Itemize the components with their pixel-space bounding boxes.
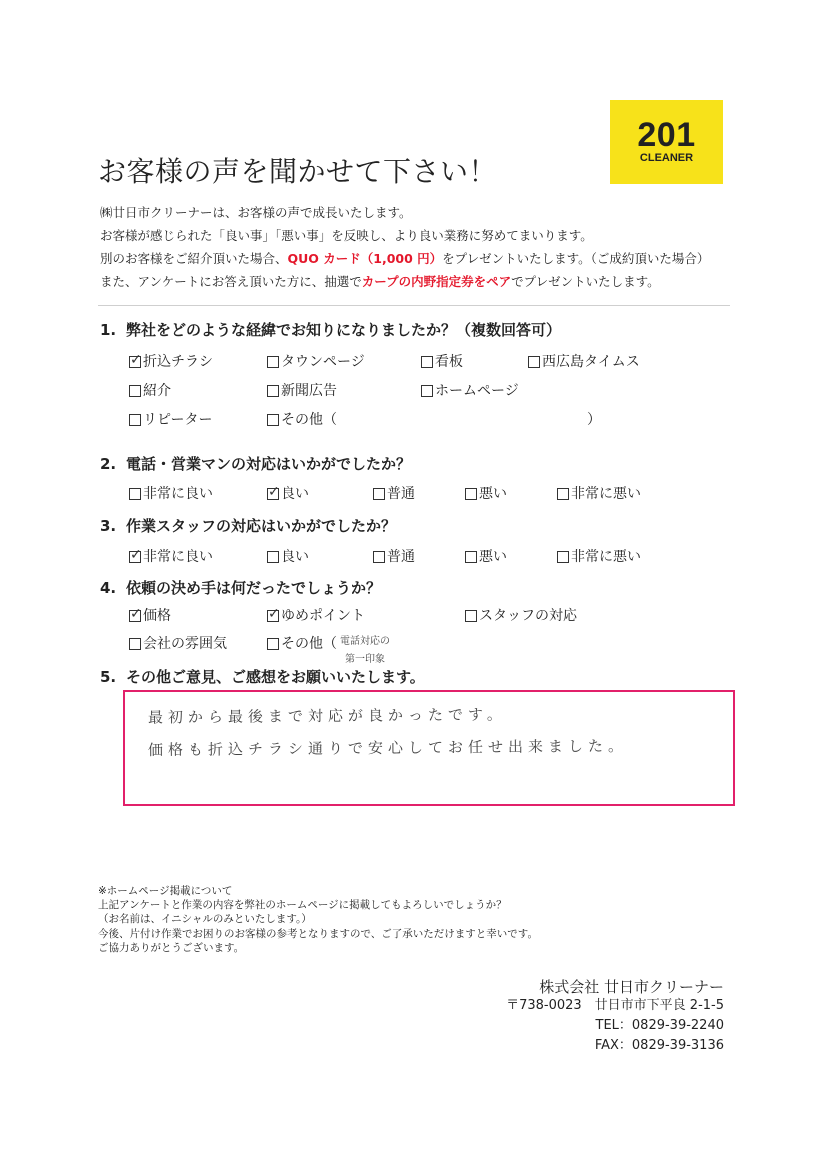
q4-option-price[interactable]: [129, 607, 171, 625]
checkbox-checked[interactable]: [129, 610, 141, 622]
q1-other-close-paren: ）: [587, 412, 601, 428]
checkbox-checked[interactable]: [129, 551, 141, 563]
q1-option-label: 新聞広告: [281, 383, 337, 399]
logo-number: 201: [637, 116, 696, 154]
homepage-note-thanks: ご協力ありがとうございます。: [98, 942, 245, 954]
question-5-number: 5.: [100, 668, 117, 686]
q1-option-newspaper[interactable]: [267, 382, 337, 400]
question-2-text: 電話・営業マンの対応はいかがでしたか？: [126, 455, 412, 473]
q4-option-label: スタッフの対応: [479, 608, 577, 624]
q2-option-bad[interactable]: [465, 485, 507, 503]
q3-option-label: 良い: [281, 549, 309, 565]
checkbox-checked[interactable]: [267, 610, 279, 622]
q1-option-nishihiroshima-times[interactable]: [528, 353, 640, 371]
question-5: [100, 667, 425, 687]
q4-other-handwritten-1: 電話対応の: [340, 636, 390, 647]
q4-other-handwritten-2: 第一印象: [345, 654, 385, 665]
checkbox[interactable]: [267, 385, 279, 397]
question-5-text: その他ご意見、ご感想をお願いいたします。: [126, 668, 425, 686]
intro-line-4: [100, 274, 660, 290]
question-4: [100, 578, 381, 598]
checkbox[interactable]: [528, 356, 540, 368]
checkbox[interactable]: [373, 551, 385, 563]
checkbox[interactable]: [465, 551, 477, 563]
checkbox[interactable]: [465, 488, 477, 500]
intro-line-3-start: 別のお客様をご紹介頂いた場合、: [100, 251, 288, 266]
q1-option-homepage[interactable]: [421, 382, 519, 400]
carp-ticket-highlight: カープの内野指定券をペア: [361, 274, 512, 289]
intro-line-2: お客様が感じられた「良い事」「悪い事」を反映し、より良い業務に努めてまいります。: [100, 228, 593, 243]
checkbox[interactable]: [129, 488, 141, 500]
q4-option-atmosphere[interactable]: [129, 635, 227, 653]
comment-line-1: 最初から最後まで対応が良かったです。: [147, 705, 507, 727]
brand-logo: [610, 100, 723, 184]
checkbox[interactable]: [557, 551, 569, 563]
q1-option-other[interactable]: [267, 411, 337, 429]
q2-option-good[interactable]: [267, 485, 309, 503]
question-4-number: 4.: [100, 579, 117, 597]
checkbox[interactable]: [267, 356, 279, 368]
q2-option-label: 悪い: [479, 486, 507, 502]
checkbox[interactable]: [129, 638, 141, 650]
q3-option-label: 非常に良い: [143, 549, 213, 565]
company-tel: TEL：0829-39-2240: [595, 1018, 724, 1033]
logo-subtext: CLEANER: [639, 152, 694, 164]
question-2-number: 2.: [100, 455, 117, 473]
intro-line-1: ㈱廿日市クリーナーは、お客様の声で成長いたします。: [100, 205, 412, 220]
q2-option-label: 普通: [387, 486, 415, 502]
q3-option-label: 悪い: [479, 549, 507, 565]
q1-option-label: タウンページ: [281, 354, 365, 370]
q3-option-label: 普通: [387, 549, 415, 565]
homepage-note-line: 今後、片付け作業でお困りのお客様の参考となりますので、ご了承いただけますと幸いです。: [98, 928, 538, 940]
question-1-number: 1.: [100, 321, 117, 339]
checkbox[interactable]: [373, 488, 385, 500]
q4-option-staff[interactable]: [465, 607, 577, 625]
company-fax: FAX：0829-39-3136: [594, 1038, 724, 1053]
intro-line-4-start: また、アンケートにお答え頂いた方に、抽選で: [100, 274, 362, 289]
q1-option-flyer[interactable]: [129, 353, 213, 371]
q1-option-label: ホームページ: [435, 383, 519, 399]
checkbox[interactable]: [129, 385, 141, 397]
homepage-note-line: （お名前は、イニシャルのみといたします。）: [98, 913, 312, 925]
checkbox[interactable]: [267, 414, 279, 426]
q2-option-label: 非常に良い: [143, 486, 213, 502]
checkbox[interactable]: [465, 610, 477, 622]
q4-option-yume-point[interactable]: [267, 607, 365, 625]
homepage-note-line: 上記アンケートと作業の内容を弊社のホームページに掲載してもよろしいでしょうか？: [98, 899, 507, 911]
question-4-text: 依頼の決め手は何だったでしょうか？: [126, 579, 382, 597]
question-2: [100, 454, 411, 474]
q1-option-repeater[interactable]: [129, 411, 212, 429]
checkbox[interactable]: [421, 356, 433, 368]
quo-card-highlight: QUO カード（1,000 円）: [287, 251, 443, 266]
q4-option-label: 会社の雰囲気: [143, 636, 227, 652]
q1-option-label: 折込チラシ: [143, 354, 213, 370]
q4-option-other[interactable]: [267, 635, 337, 653]
q4-option-label: その他（: [281, 636, 337, 652]
q1-option-townpage[interactable]: [267, 353, 365, 371]
q4-option-label: ゆめポイント: [281, 608, 365, 624]
page-title: お客様の声を聞かせて下さい！: [98, 155, 498, 188]
q2-option-very-bad[interactable]: [557, 485, 641, 503]
q1-option-referral[interactable]: [129, 382, 171, 400]
q1-option-label: 看板: [435, 354, 463, 370]
question-3-number: 3.: [100, 517, 117, 535]
q2-option-label: 良い: [281, 486, 309, 502]
q3-option-average[interactable]: [373, 548, 415, 566]
q4-option-label: 価格: [143, 608, 171, 624]
q3-option-very-bad[interactable]: [557, 548, 641, 566]
intro-line-3-end: をプレゼントいたします。（ご成約頂いた場合）: [442, 251, 710, 266]
question-1: [100, 320, 561, 340]
q3-option-label: 非常に悪い: [571, 549, 641, 565]
checkbox-checked[interactable]: [129, 356, 141, 368]
q3-option-very-good[interactable]: [129, 548, 213, 566]
q1-option-label: 紹介: [143, 383, 171, 399]
q1-option-label: リピーター: [143, 412, 213, 428]
comment-line-2: 価格も折込チラシ通りで安心してお任せ出来ました。: [147, 736, 629, 760]
q3-option-bad[interactable]: [465, 548, 507, 566]
checkbox[interactable]: [129, 414, 141, 426]
intro-line-3: [100, 251, 709, 267]
question-1-text: 弊社をどのような経緯でお知りになりましたか？（複数回答可）: [126, 321, 562, 339]
company-address: 〒738-0023 廿日市市下平良 2-1-5: [506, 998, 724, 1013]
q1-option-label: 西広島タイムス: [542, 354, 640, 370]
checkbox-checked[interactable]: [267, 488, 279, 500]
q2-option-label: 非常に悪い: [571, 486, 641, 502]
checkbox[interactable]: [421, 385, 433, 397]
checkbox[interactable]: [557, 488, 569, 500]
checkbox[interactable]: [267, 638, 279, 650]
intro-line-4-end: でプレゼントいたします。: [511, 274, 660, 289]
q2-option-average[interactable]: [373, 485, 415, 503]
q1-option-signboard[interactable]: [421, 353, 463, 371]
checkbox[interactable]: [267, 551, 279, 563]
homepage-note-heading: ※ホームページ掲載について: [98, 885, 233, 897]
q3-option-good[interactable]: [267, 548, 309, 566]
q1-option-label: その他（: [281, 412, 337, 428]
company-name: 株式会社 廿日市クリーナー: [539, 978, 724, 996]
question-3-text: 作業スタッフの対応はいかがでしたか？: [126, 517, 397, 535]
q2-option-very-good[interactable]: [129, 485, 213, 503]
question-3: [100, 516, 396, 536]
divider: [98, 305, 730, 306]
